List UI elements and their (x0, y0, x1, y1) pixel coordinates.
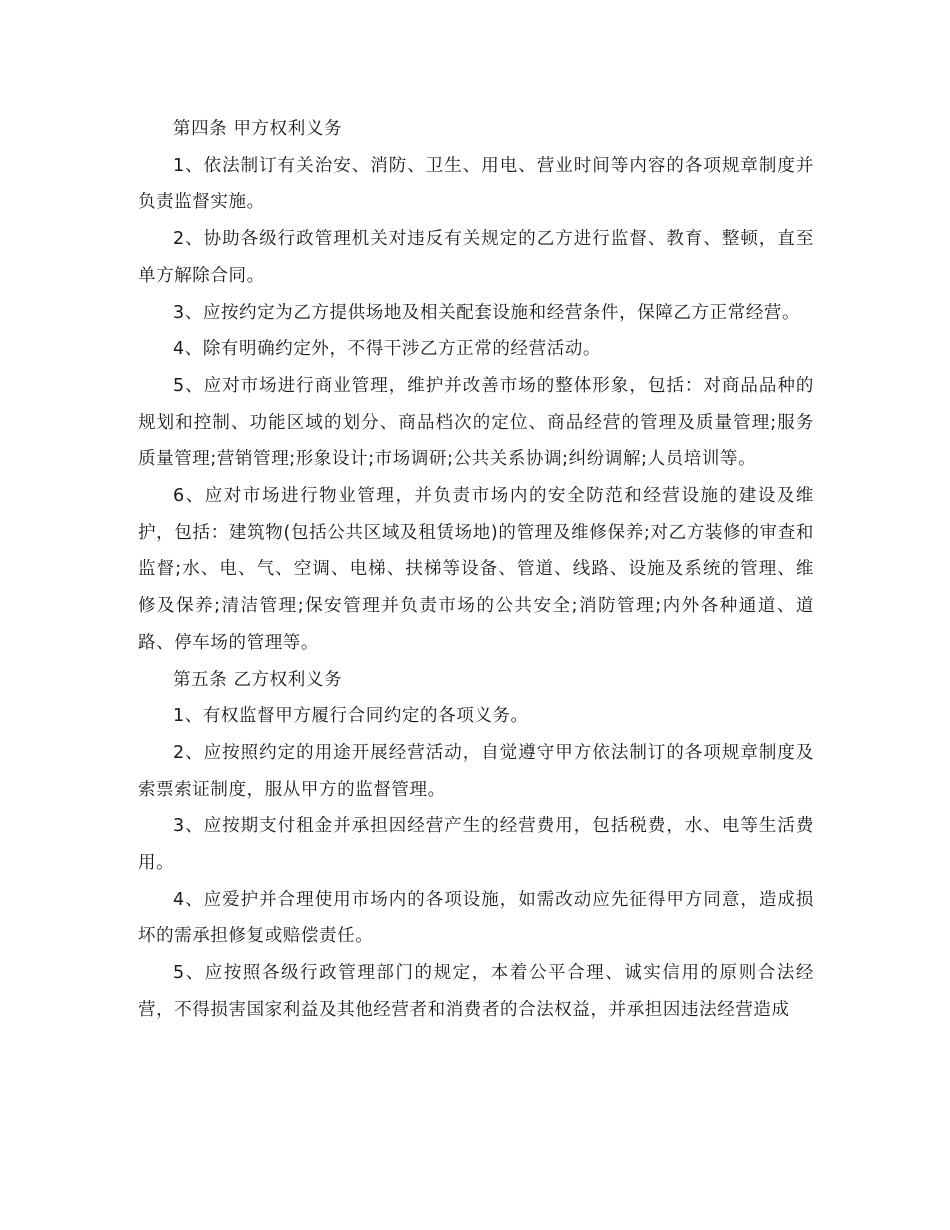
paragraph-4-3: 3、应按约定为乙方提供场地及相关配套设施和经营条件，保障乙方正常经营。 (173, 302, 801, 323)
paragraph-4-6: 6、应对市场进行物业管理，并负责市场内的安全防范和经营设施的建设及维护，包括：建筑物(包括公共区域及租赁场地)的管理及维修保养;对乙方装修的审查和监督;水、电、气、空调、电梯、扶梯等设备、管道、线路、设施及系统的管理、维修及保养;清洁管理;保安管理并负责市场的公共安全;消防管理;内外各种通道、道路、停车场的管理等。 (138, 486, 814, 653)
paragraph-5-1: 1、有权监督甲方履行合同约定的各项义务。 (173, 706, 529, 727)
paragraph-5-3: 3、应按期支付租金并承担因经营产生的经营费用，包括税费，水、电等生活费用。 (138, 816, 814, 874)
paragraph-4-2: 2、协助各级行政管理机关对违反有关规定的乙方进行监督、教育、整顿，直至单方解除合同。 (138, 229, 814, 286)
paragraph-4-1: 1、依法制订有关治安、消防、卫生、用电、营业时间等内容的各项规章制度并负责监督实施。 (138, 155, 814, 213)
document-body (138, 111, 814, 1029)
paragraph-5-4: 4、应爱护并合理使用市场内的各项设施，如需改动应先征得甲方同意，造成损坏的需承担修复或赔偿责任。 (138, 889, 814, 947)
section-heading-5: 第五条 乙方权利义务 (173, 669, 343, 690)
section-heading-4: 第四条 甲方权利义务 (173, 119, 343, 139)
paragraph-4-5: 5、应对市场进行商业管理，维护并改善市场的整体形象，包括：对商品品种的规划和控制、功能区域的划分、商品档次的定位、商品经营的管理及质量管理;服务质量管理;营销管理;形象设计;市场调研;公共关系协调;纠纷调解;人员培训等。 (138, 375, 814, 470)
paragraph-5-5: 5、应按照各级行政管理部门的规定，本着公平合理、诚实信用的原则合法经营，不得损害国家利益及其他经营者和消费者的合法权益，并承担因违法经营造成 (138, 963, 814, 1020)
paragraph-4-4: 4、除有明确约定外，不得干涉乙方正常的经营活动。 (173, 339, 602, 360)
paragraph-5-2: 2、应按照约定的用途开展经营活动，自觉遵守甲方依法制订的各项规章制度及索票索证制度，服从甲方的监督管理。 (138, 742, 814, 800)
